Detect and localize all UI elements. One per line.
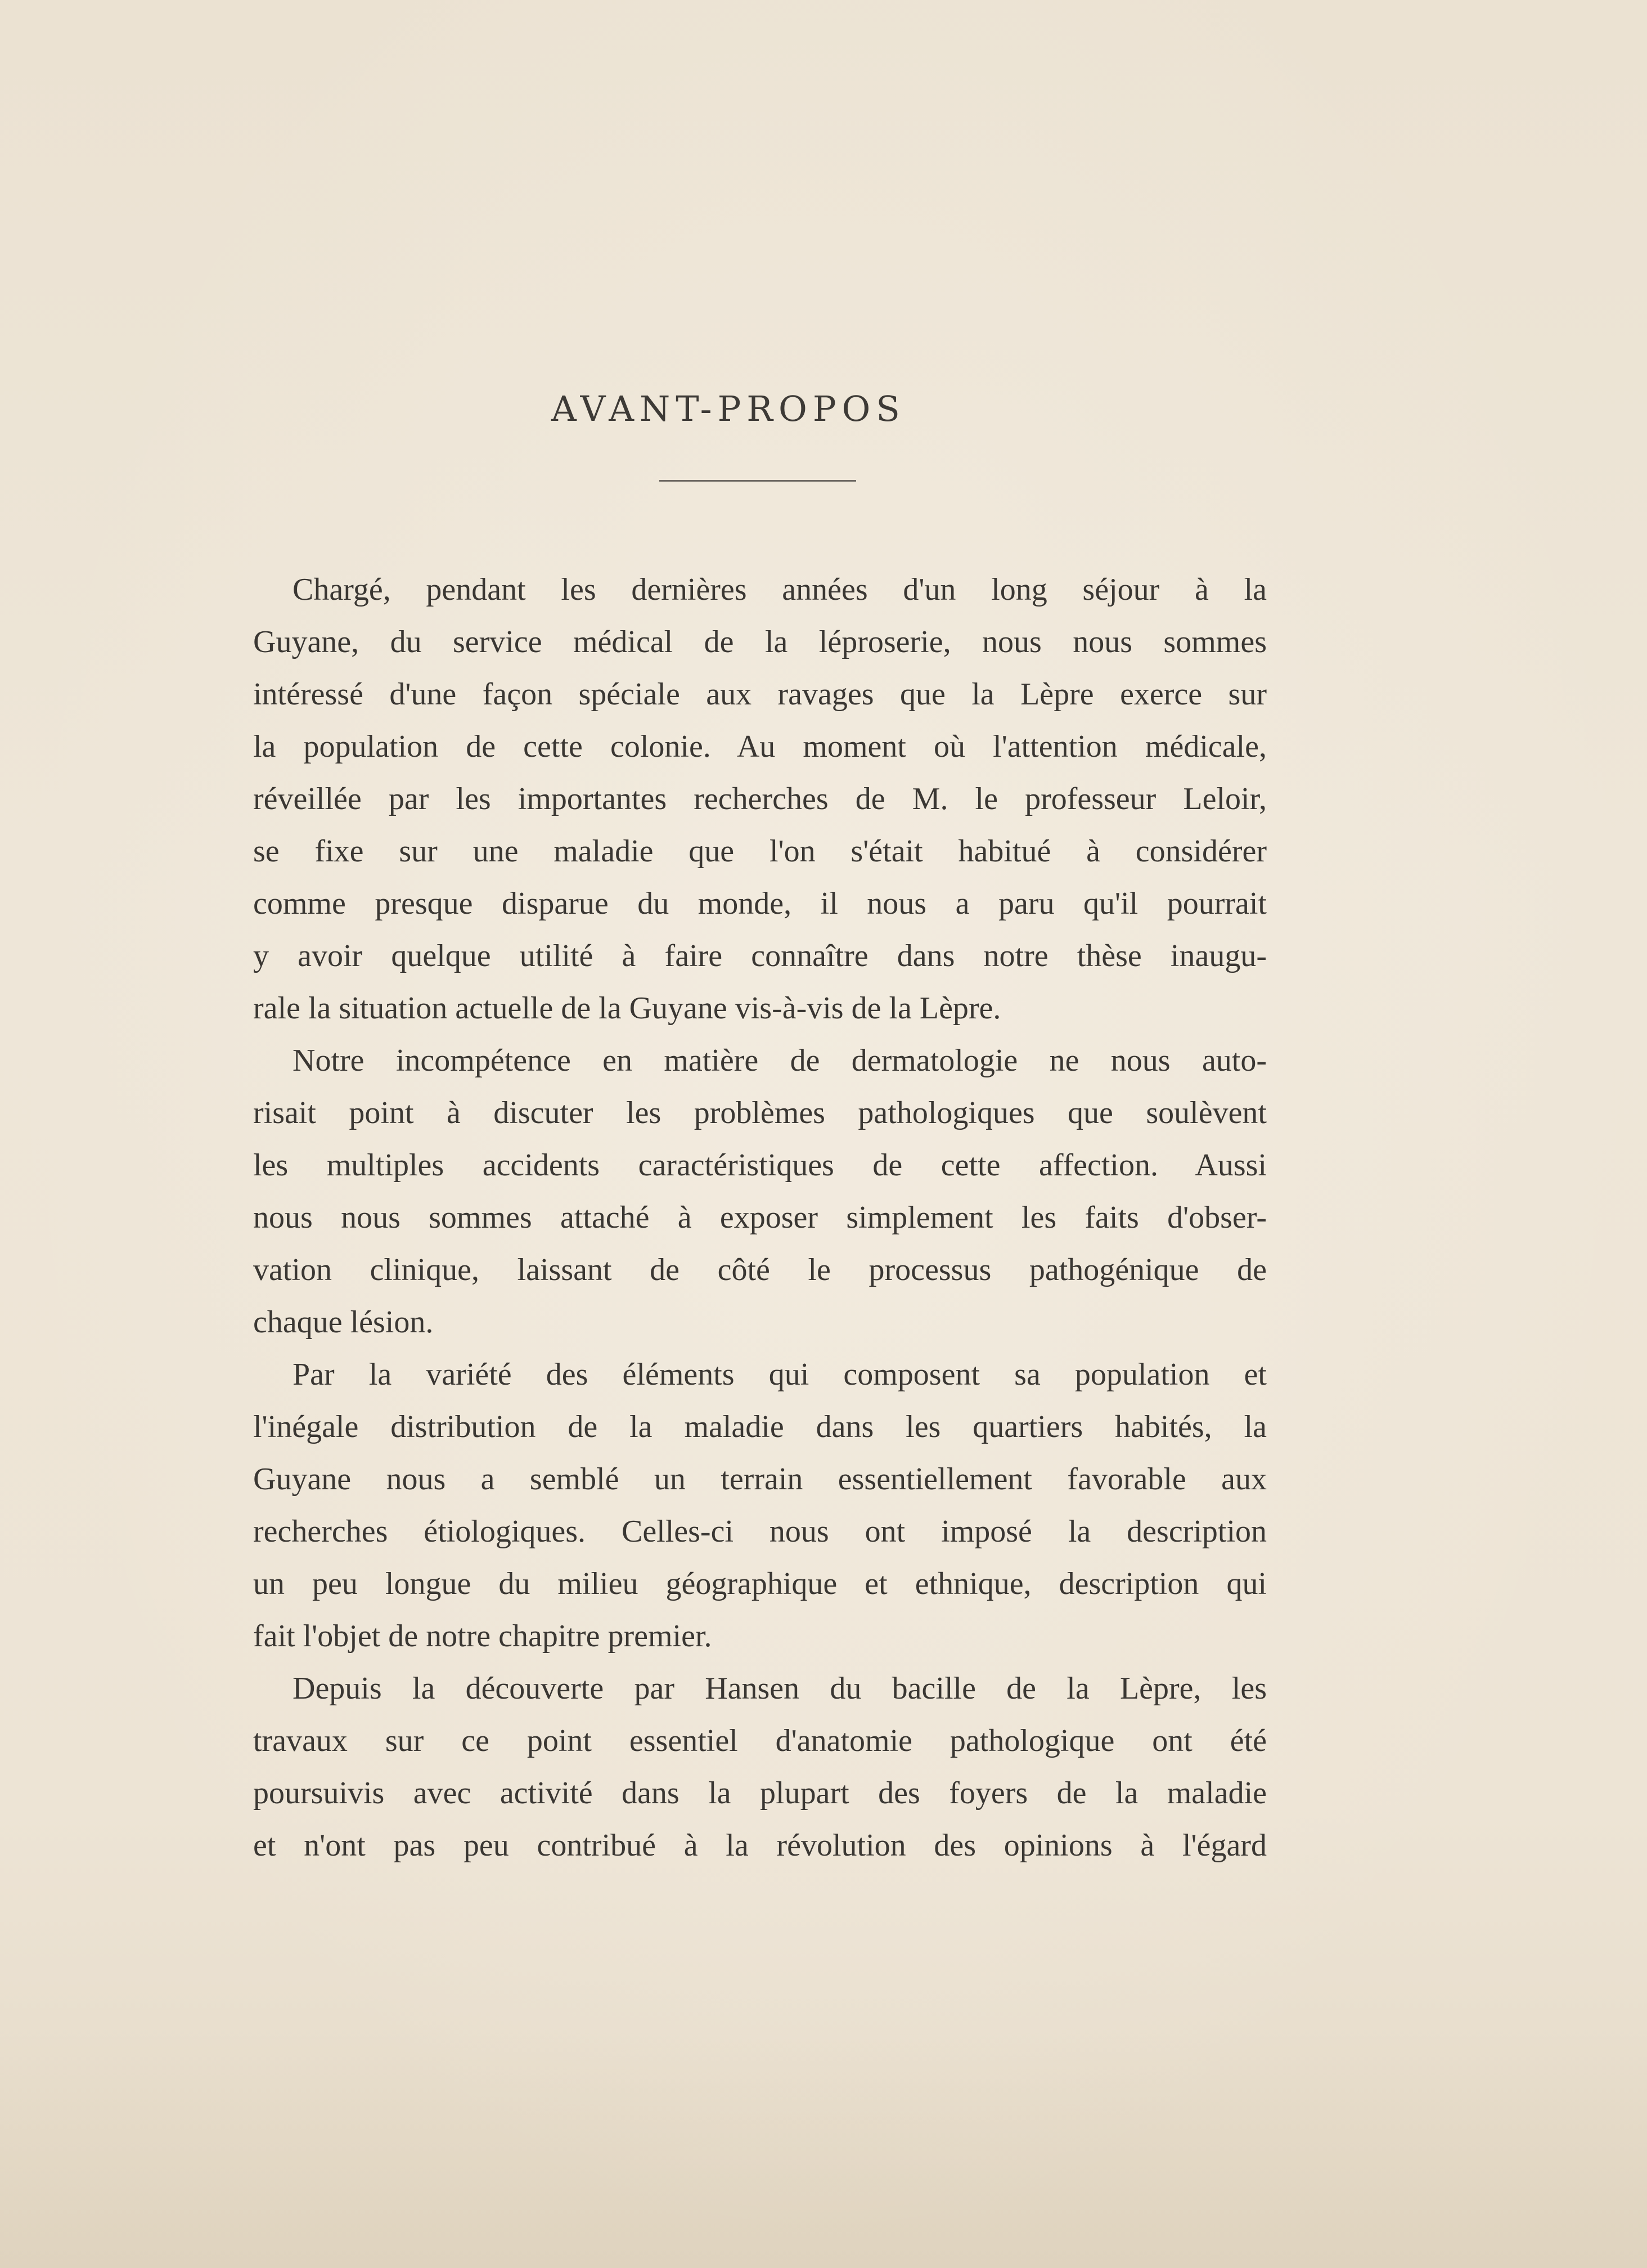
text-line: travaux sur ce point essentiel d'anatomie pathologique ont été [253,1723,1267,1758]
page-title: AVANT-PROPOS [551,388,906,429]
text-line: y avoir quelque utilité à faire connaître dans notre thèse inaugu- [253,938,1267,973]
text-line: Guyane nous a semblé un terrain essentiellement favorable aux [253,1462,1267,1497]
text-line: risait point à discuter les problèmes pathologiques que soulèvent [253,1095,1267,1130]
text-line: comme presque disparue du monde, il nous a paru qu'il pourrait [253,886,1267,921]
text-line: Notre incompétence en matière de dermatologie ne nous auto- [292,1043,1267,1078]
text-line: l'inégale distribution de la maladie dans les quartiers habités, la [253,1409,1267,1444]
text-line: Guyane, du service médical de la léproserie, nous nous sommes [253,625,1267,659]
text-line: Par la variété des éléments qui composent sa population et [292,1357,1267,1392]
text-line: chaque lésion. [253,1305,434,1340]
text-line: poursuivis avec activité dans la plupart des foyers de la maladie [253,1776,1267,1811]
text-line: un peu longue du milieu géographique et ethnique, description qui [253,1566,1267,1601]
text-line: Chargé, pendant les dernières années d'un long séjour à la [292,572,1267,607]
text-line: vation clinique, laissant de côté le processus pathogénique de [253,1252,1267,1287]
text-line: la population de cette colonie. Au moment où l'attention médicale, [253,729,1267,764]
text-line: nous nous sommes attaché à exposer simplement les faits d'obser- [253,1200,1267,1235]
text-line: fait l'objet de notre chapitre premier. [253,1619,712,1654]
paragraph-4 [253,1663,1267,1872]
title-divider [659,480,856,482]
paragraph-3 [253,1349,1267,1663]
text-line: recherches étiologiques. Celles-ci nous ont imposé la description [253,1514,1267,1549]
paragraph-2 [253,1035,1267,1349]
body-text [253,564,1267,1872]
text-line: Depuis la découverte par Hansen du bacille de la Lèpre, les [292,1671,1267,1706]
text-line: et n'ont pas peu contribué à la révolution des opinions à l'égard [253,1828,1267,1863]
text-line: réveillée par les importantes recherches de M. le professeur Leloir, [253,782,1267,816]
text-line: rale la situation actuelle de la Guyane vis-à-vis de la Lèpre. [253,991,1001,1026]
paragraph-1 [253,564,1267,1035]
text-line: les multiples accidents caractéristiques de cette affection. Aussi [253,1148,1267,1183]
text-line: se fixe sur une maladie que l'on s'était habitué à considérer [253,834,1267,869]
text-line: intéressé d'une façon spéciale aux ravages que la Lèpre exerce sur [253,677,1267,712]
